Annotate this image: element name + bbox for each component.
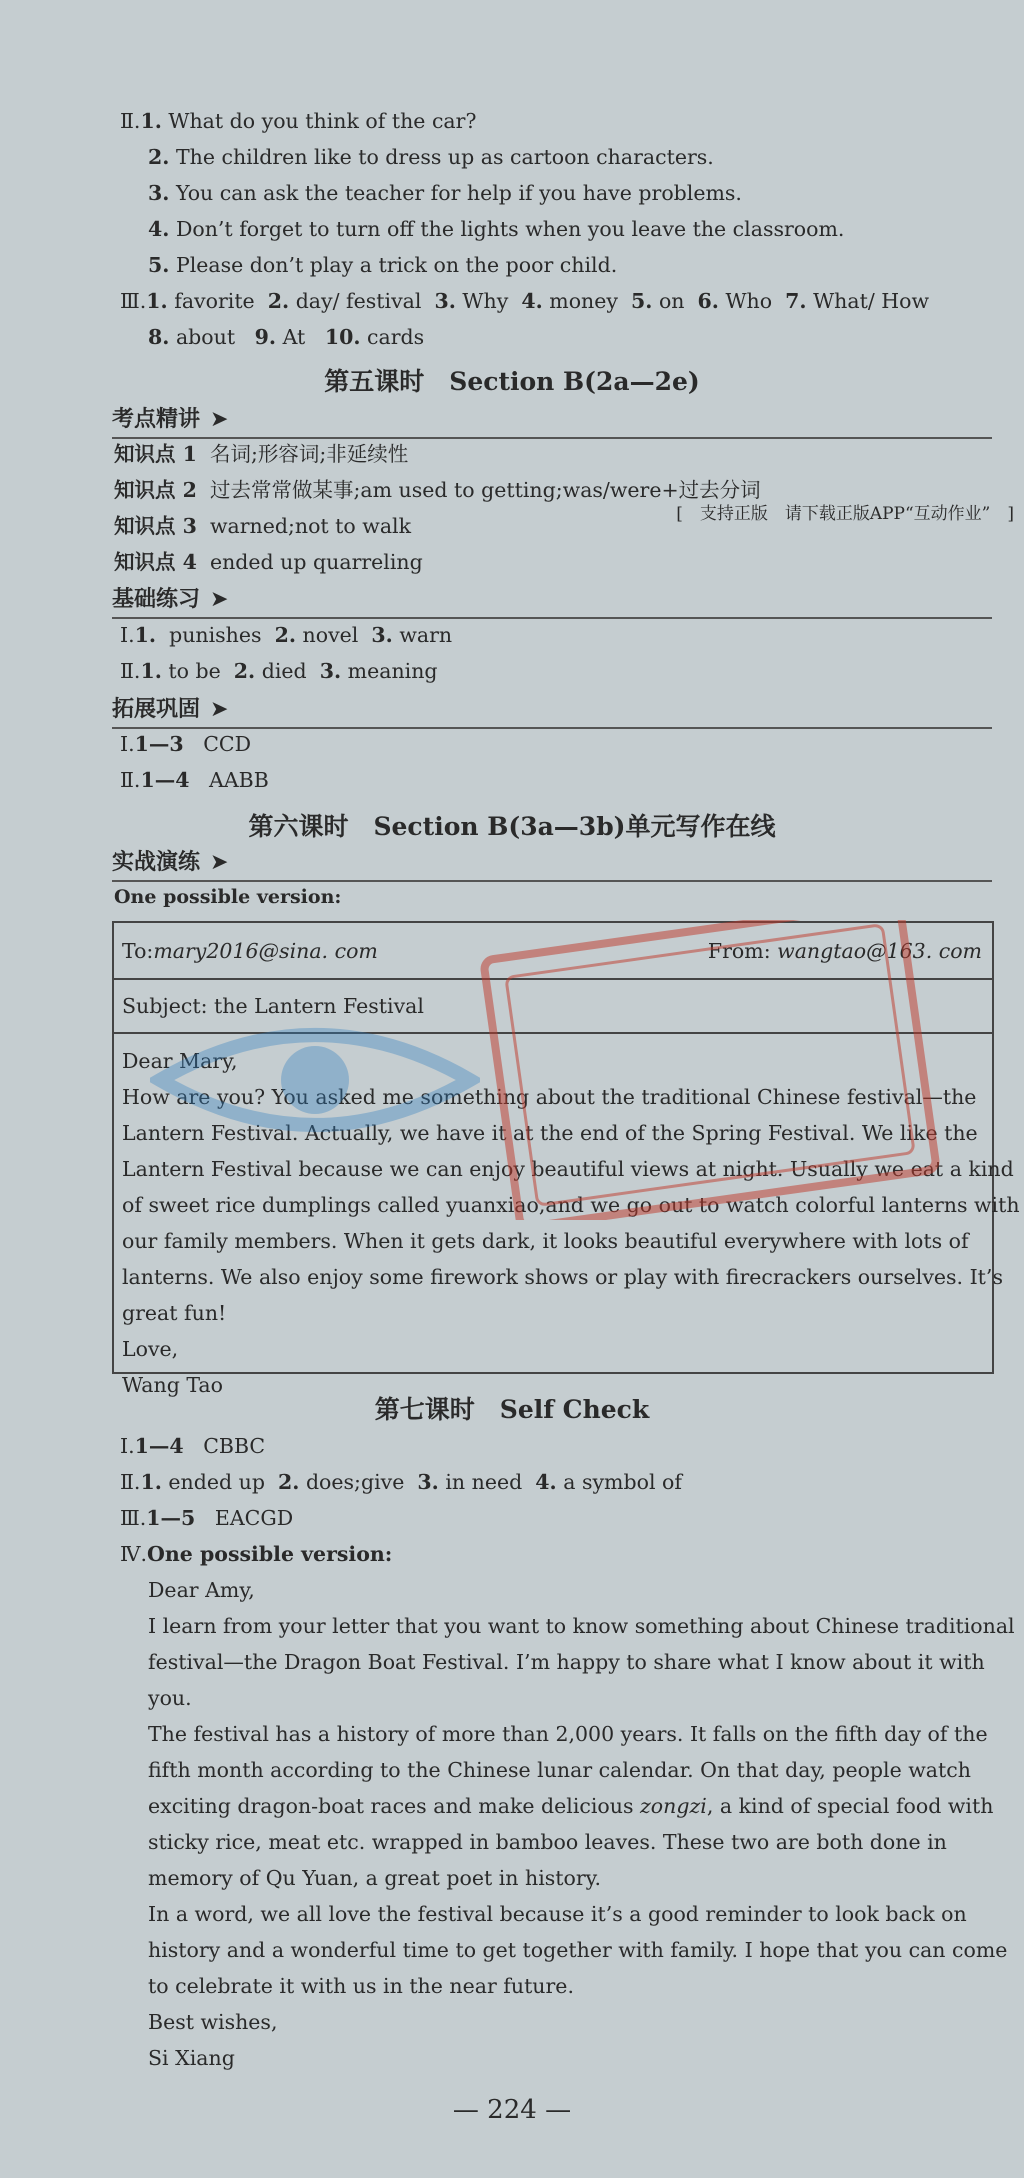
letter-line: festival—the Dragon Boat Festival. I’m happy to share what I know about it with — [148, 1650, 985, 1674]
letter-line: our family members. When it gets dark, it looks beautiful everywhere with lots of — [122, 1229, 969, 1253]
letter-line: history and a wonderful time to get together with family. I hope that you can come — [148, 1938, 1008, 1962]
page-number: — 224 — — [452, 2095, 572, 2125]
point-4: 知识点 4 ended up quarreling — [114, 550, 423, 574]
letter-line: How are you? You asked me something about the traditional Chinese festival—the — [122, 1085, 977, 1109]
lesson6-title: 第六课时 Section B(3a—3b)单元写作在线 — [248, 812, 776, 841]
part2-item-3: 3. You can ask the teacher for help if you have problems. — [148, 181, 742, 205]
jichu-line-1: Ⅰ.1. punishes 2. novel 3. warn — [120, 623, 453, 647]
letter-line: I learn from your letter that you want to know something about Chinese traditional — [148, 1614, 1015, 1638]
stamp-watermark-icon — [380, 920, 940, 1220]
section-kaodian: 考点精讲 ➤ — [112, 402, 992, 439]
letter-line: you. — [148, 1686, 192, 1710]
letter-line: great fun! — [122, 1301, 227, 1325]
part2-item-4: 4. Don’t forget to turn off the lights when you leave the classroom. — [148, 217, 845, 241]
selfcheck-line-1: Ⅰ.1—4 CBBC — [120, 1434, 266, 1458]
arrow-icon: ➤ — [210, 407, 229, 432]
jichu-line-2: Ⅱ.1. to be 2. died 3. meaning — [120, 659, 438, 683]
letter-line: Best wishes, — [148, 2010, 278, 2034]
lesson7-title: 第七课时 Self Check — [374, 1395, 650, 1424]
part3-line-1: Ⅲ.1. favorite 2. day/ festival 3. Why 4. money 5. on 6. Who 7. What/ How — [120, 289, 930, 313]
part2-item-1: Ⅱ.1. What do you think of the car? — [120, 109, 477, 133]
section-tuozhan: 拓展巩固 ➤ — [112, 692, 992, 729]
section-jichu: 基础练习 ➤ — [112, 582, 992, 619]
point-2: 知识点 2 过去常常做某事;am used to getting;was/were+过去分词 — [114, 478, 761, 502]
part2-item-2: 2. The children like to dress up as cartoon characters. — [148, 145, 714, 169]
letter-line: Dear Amy, — [148, 1578, 255, 1602]
part2-item-5: 5. Please don’t play a trick on the poor child. — [148, 253, 618, 277]
letter-line: Lantern Festival. Actually, we have it at the end of the Spring Festival. We like the — [122, 1121, 978, 1145]
email-subject: Subject: the Lantern Festival — [122, 994, 424, 1018]
letter-line: of sweet rice dumplings called yuanxiao,and we go out to watch colorful lanterns with — [122, 1193, 1020, 1217]
letter-line: fifth month according to the Chinese lunar calendar. On that day, people watch — [148, 1758, 971, 1782]
letter-line: sticky rice, meat etc. wrapped in bamboo leaves. These two are both done in — [148, 1830, 947, 1854]
letter-line: to celebrate it with us in the near future. — [148, 1974, 574, 1998]
selfcheck-line-3: Ⅲ.1—5 EACGD — [120, 1506, 294, 1530]
tuozhan-line-1: Ⅰ.1—3 CCD — [120, 732, 252, 756]
point-3: 知识点 3 warned;not to walk — [114, 514, 412, 538]
part3-line-2: 8. about 9. At 10. cards — [148, 325, 425, 349]
letter-line: The festival has a history of more than 2,000 years. It falls on the fifth day of the — [148, 1722, 988, 1746]
lesson5-title: 第五课时 Section B(2a—2e) — [324, 367, 700, 396]
arrow-icon: ➤ — [210, 587, 229, 612]
tuozhan-line-2: Ⅱ.1—4 AABB — [120, 768, 269, 792]
letter-line: memory of Qu Yuan, a great poet in history. — [148, 1866, 602, 1890]
arrow-icon: ➤ — [210, 850, 229, 875]
email-to: To:mary2016@sina. com — [122, 939, 378, 963]
side-note: [ 支持正版 请下载正版APP“互动作业” ] — [676, 504, 1014, 524]
letter-line: In a word, we all love the festival because it’s a good reminder to look back on — [148, 1902, 967, 1926]
email-from: From: wangtao@163. com — [707, 939, 982, 963]
selfcheck-line-4: Ⅳ.One possible version: — [120, 1542, 393, 1566]
point-1: 知识点 1 名词;形容词;非延续性 — [114, 442, 409, 466]
letter-line: exciting dragon-boat races and make delicious zongzi, a kind of special food with — [148, 1794, 994, 1818]
selfcheck-line-2: Ⅱ.1. ended up 2. does;give 3. in need 4. a symbol of — [120, 1470, 682, 1494]
section-shizhan: 实战演练 ➤ — [112, 845, 992, 882]
letter-line: lanterns. We also enjoy some firework shows or play with firecrackers ourselves. It’s — [122, 1265, 1003, 1289]
letter-line: Lantern Festival because we can enjoy beautiful views at night. Usually we eat a kind — [122, 1157, 1014, 1181]
possible-version-label: One possible version: — [114, 886, 342, 908]
letter-line: Wang Tao — [122, 1373, 223, 1397]
letter-line: Si Xiang — [148, 2046, 235, 2070]
arrow-icon: ➤ — [210, 697, 229, 722]
letter-line: Dear Mary, — [122, 1049, 238, 1073]
letter-line: Love, — [122, 1337, 179, 1361]
